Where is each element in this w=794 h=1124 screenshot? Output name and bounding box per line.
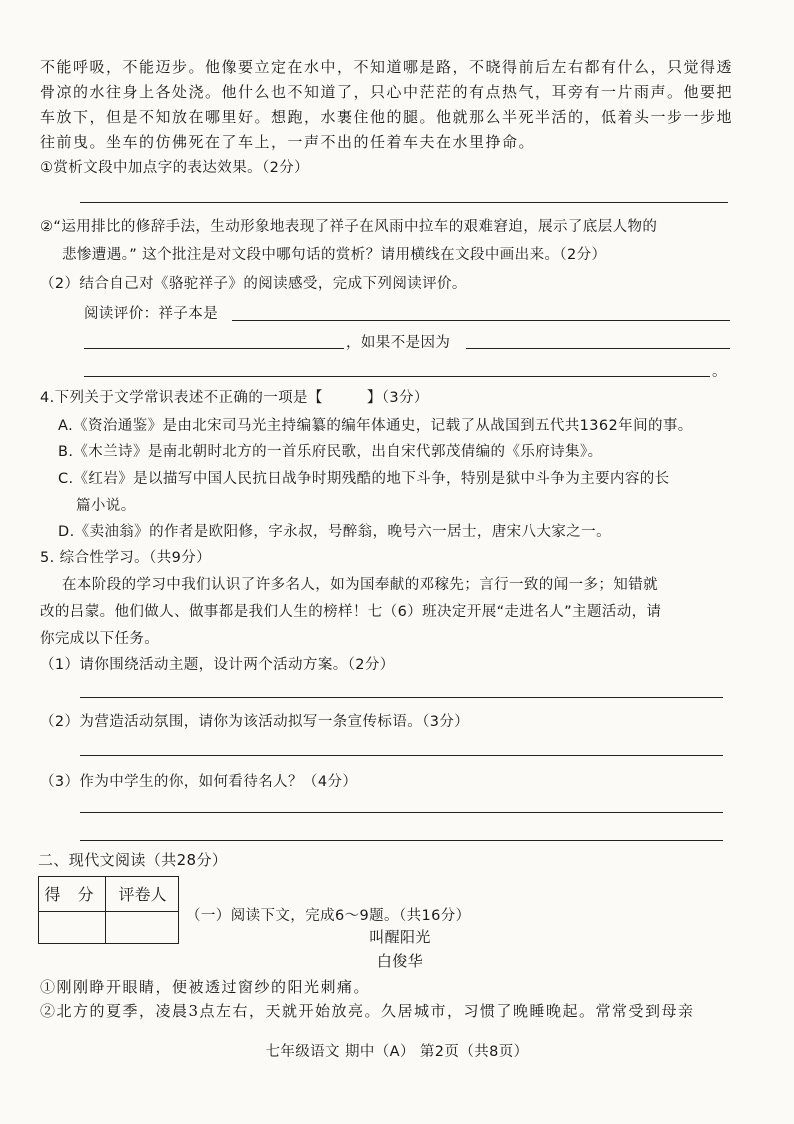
table-divider: [39, 911, 178, 912]
evaluation-label: 阅读评价：祥子本是: [84, 306, 219, 322]
question-3-1: ①赏析文段中加点字的表达效果。（2分）: [40, 160, 310, 176]
grader-label: 评卷人: [118, 885, 167, 904]
score-label: 得 分: [44, 885, 100, 904]
article-paragraph-1: ①刚刚睁开眼睛，便被透过窗纱的阳光刺痛。: [40, 978, 371, 996]
question-4-score: 】（3分）: [366, 390, 429, 406]
evaluation-end: 。: [712, 364, 727, 380]
evaluation-mid: ，如果不是因为: [346, 335, 451, 351]
passage-line-2: 骨凉的水往身上各处浇。他什么也不知道了，只心中茫茫的有点热气，耳旁有一片雨声。他要把: [40, 83, 734, 101]
answer-line[interactable]: [80, 840, 723, 841]
answer-line[interactable]: [80, 755, 723, 756]
passage-line-1: 不能呼吸，不能迈步。他像要立定在水中，不知道哪是路，不晓得前后左右都有什么，只觉得透: [40, 58, 734, 76]
question-3-part2: （2）结合自己对《骆驼祥子》的阅读感受，完成下列阅读评价。: [40, 276, 467, 292]
question-5-intro-3: 你完成以下任务。: [40, 631, 160, 647]
score-table: [38, 876, 179, 944]
answer-line[interactable]: [80, 697, 723, 698]
question-5-intro-1: 在本阶段的学习中我们认识了许多名人，如为国奉献的邓稼先；言行一致的闻一多；知错就: [62, 577, 658, 593]
option-c-line1: C.《红岩》是以描写中国人民抗日战争时期残酷的地下斗争，特别是狱中斗争为主要内容的长: [58, 471, 670, 487]
question-5-intro-2: 改的吕蒙。他们做人、做事都是我们人生的榜样！七（6）班决定开展“走进名人”主题活动，请: [40, 604, 662, 620]
option-b: B.《木兰诗》是南北朝时北方的一首乐府民歌，出自宋代郭茂倩编的《乐府诗集》。: [58, 444, 603, 460]
page-footer: 七年级语文 期中（A） 第2页（共8页）: [265, 1044, 529, 1060]
question-4-stem-text: 4.下列关于文学常识表述不正确的一项是【: [40, 390, 323, 406]
article-title: 叫醒阳光: [369, 928, 431, 946]
evaluation-blank-4[interactable]: [84, 376, 710, 377]
question-3-2-line2: 悲惨遭遇。” 这个批注是对文段中哪句话的赏析？请用横线在文段中画出来。（2分）: [62, 247, 607, 263]
passage-line-3: 车放下，但是不知放在哪里好。想跑，水裹住他的腿。他就那么半死半活的，低着头一步一步地: [40, 108, 734, 126]
question-3-2-line1: ②“运用排比的修辞手法，生动形象地表现了祥子在风雨中拉车的艰难窘迫，展示了底层人物的: [40, 219, 658, 235]
article-paragraph-2: ②北方的夏季，凌晨3点左右，天就开始放亮。久居城市，习惯了晚睡晚起。常常受到母亲: [40, 1002, 695, 1020]
answer-line[interactable]: [80, 812, 723, 813]
option-d: D.《卖油翁》的作者是欧阳修，字永叔，号醉翁，晚号六一居士，唐宋八大家之一。: [58, 524, 611, 540]
section-heading: 二、现代文阅读（共28分）: [38, 851, 228, 869]
question-4-stem: [40, 386, 429, 407]
evaluation-blank-2[interactable]: [84, 348, 344, 349]
question-5-task-1: （1）请你围绕活动主题，设计两个活动方案。（2分）: [40, 657, 395, 673]
question-5-task-2: （2）为营造活动氛围，请你为该活动拟写一条宣传标语。（3分）: [40, 714, 470, 730]
passage-line-4: 往前曳。坐车的仿佛死在了车上，一声不出的任着车夫在水里挣命。: [40, 133, 536, 151]
option-c-line2: 篇小说。: [76, 498, 136, 514]
evaluation-blank-3[interactable]: [466, 348, 730, 349]
article-author: 白俊华: [376, 952, 424, 970]
question-5-title: 5. 综合性学习。（共9分）: [40, 550, 212, 566]
question-5-task-3: （3）作为中学生的你，如何看待名人？（4分）: [40, 774, 358, 790]
reading-part-1-heading: （一）阅读下文，完成6～9题。（共16分）: [186, 908, 471, 924]
evaluation-blank-1[interactable]: [232, 320, 730, 321]
answer-line[interactable]: [80, 202, 728, 203]
option-a: A.《资治通鉴》是由北宋司马光主持编纂的编年体通史，记载了从战国到五代共1362年间的事。: [58, 418, 693, 434]
